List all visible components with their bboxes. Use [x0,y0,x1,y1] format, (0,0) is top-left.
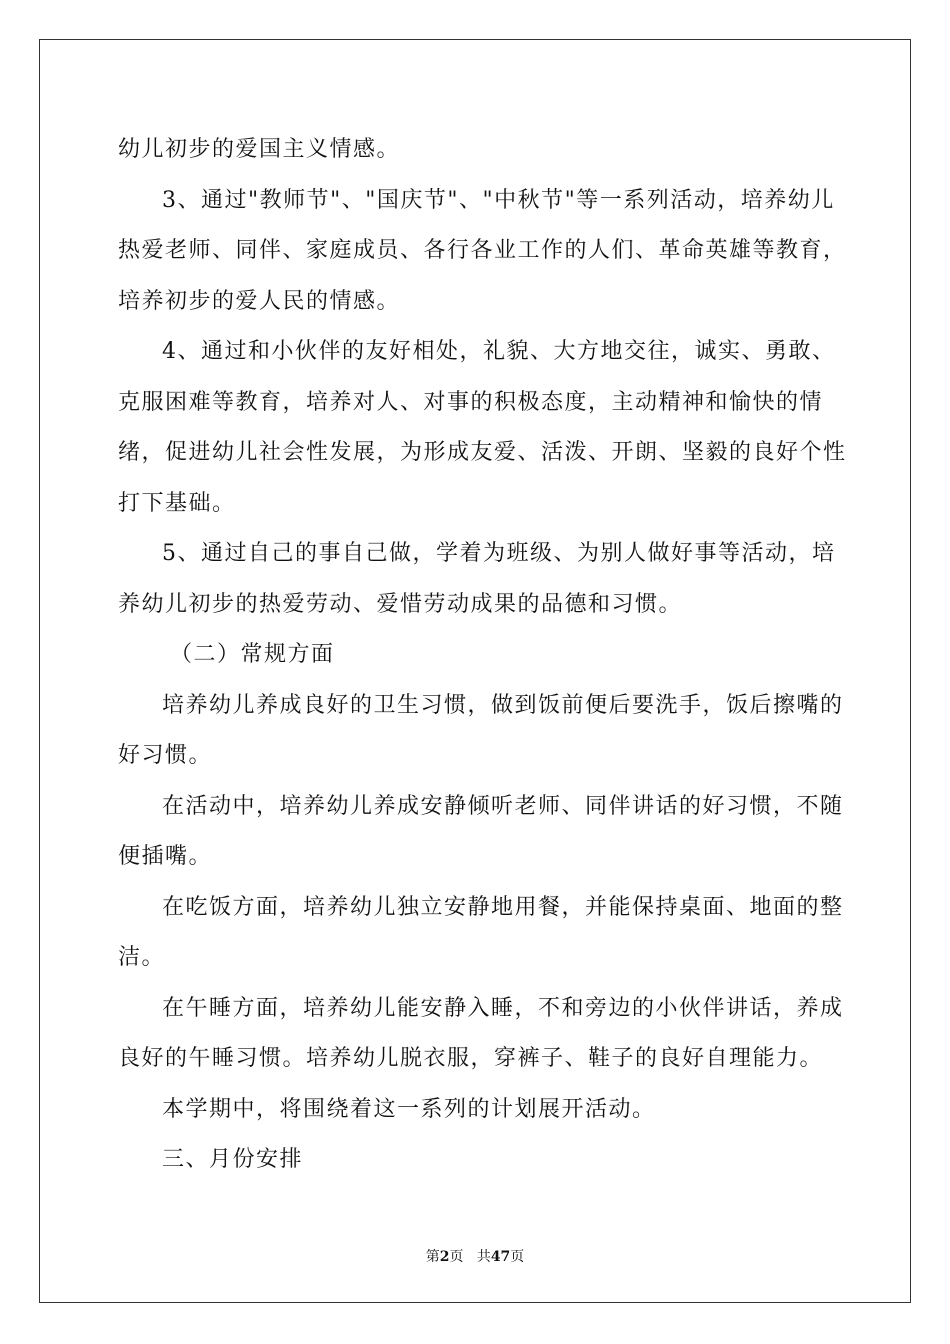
paragraph-item-4: 4、通过和小伙伴的友好相处，礼貌、大方地交往，诚实、勇敢、克服困难等教育，培养对人、对事的积极态度，主动精神和愉快的情绪，促进幼儿社会性发展，为形成友爱、活泼、开朗、坚毅的良好个性打下基础。 [118,339,847,516]
page-number: 2 [439,1249,450,1265]
paragraph-napping: 在午睡方面，培养幼儿能安静入睡，不和旁边的小伙伴讲话，养成良好的午睡习惯。培养幼儿脱衣服，穿裤子、鞋子的良好自理能力。 [118,995,844,1071]
total-prefix: 共 [476,1249,491,1265]
paragraph-item-5: 5、通过自己的事自己做，学着为班级、为别人做好事等活动，培养幼儿初步的热爱劳动、爱惜劳动成果的品德和习惯。 [118,541,836,617]
section-heading-routine: （二）常规方面 [170,642,335,667]
paragraph-item-3: 3、通过"教师节"、"国庆节"、"中秋节"等一系列活动，培养幼儿热爱老师、同伴、家庭成员、各行各业工作的人们、革命英雄等教育，培养初步的爱人民的情感。 [118,187,847,314]
paragraph-eating: 在吃饭方面，培养幼儿独立安静地用餐，并能保持桌面、地面的整洁。 [118,894,844,970]
section-heading-monthly: 三、月份安排 [162,1147,304,1172]
paragraph-semester-plan: 本学期中，将围绕着这一系列的计划展开活动。 [162,1096,656,1122]
paragraph-hygiene: 培养幼儿养成良好的卫生习惯，做到饭前便后要洗手，饭后擦嘴的好习惯。 [118,692,844,768]
page-footer [0,1249,950,1265]
paragraph-listening: 在活动中，培养幼儿养成安静倾听老师、同伴讲话的好习惯，不随便插嘴。 [118,793,844,869]
total-suffix: 页 [510,1249,525,1265]
page-prefix: 第 [425,1249,440,1265]
document-body [118,125,852,1186]
total-pages: 47 [490,1249,511,1265]
paragraph-continuation: 幼儿初步的爱国主义情感。 [118,137,401,162]
page-suffix: 页 [449,1249,464,1265]
